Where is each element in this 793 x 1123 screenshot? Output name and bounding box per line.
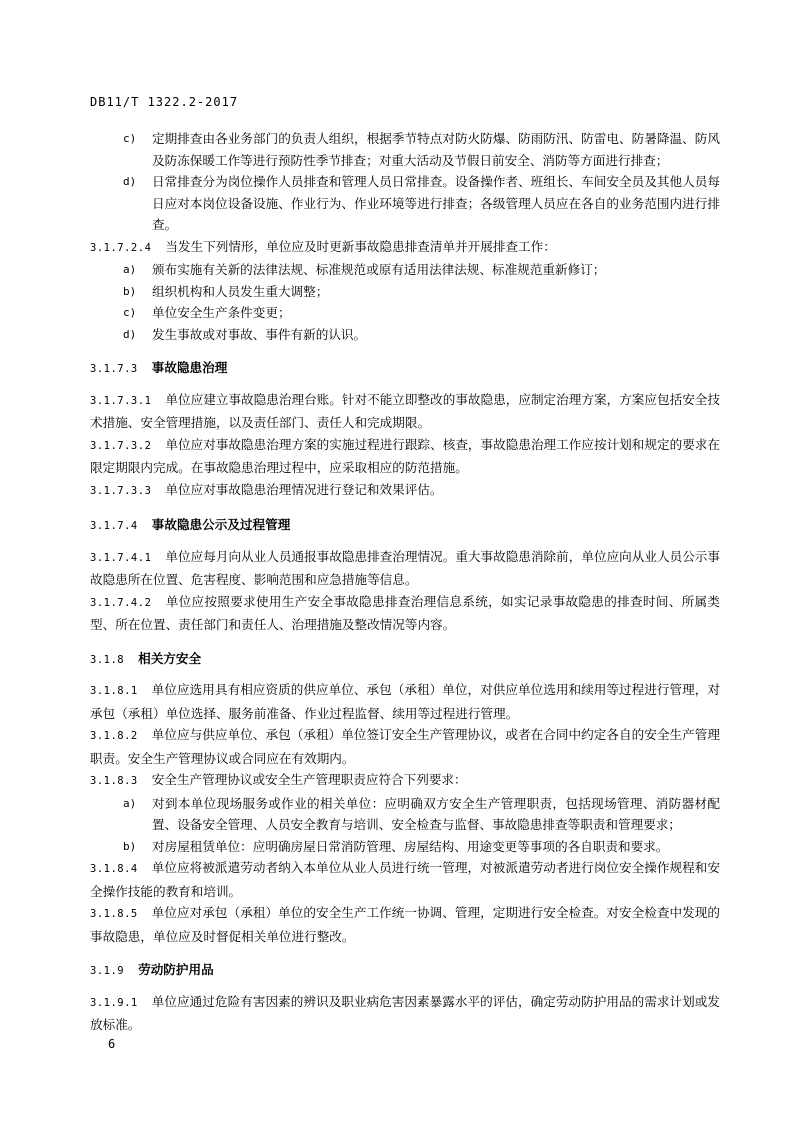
clause-number: 3.1.7.3.3 [90, 484, 152, 497]
list-marker: c) [123, 306, 137, 319]
clause-text: 当发生下列情形，单位应及时更新事故隐患排查清单并开展排查工作： [165, 238, 556, 254]
list-item [90, 281, 720, 303]
document-body [90, 128, 720, 1036]
heading-text: 劳动防护用品 [138, 962, 214, 977]
clause-3-1-8-5 [90, 902, 720, 947]
clause-text: 单位应选用具有相应资质的供应单位、承包（承租）单位，对供应单位选用和续用等过程进行管理，对承包（承租）单位选择、服务前准备、作业过程监督、续用等过程进行管理。 [90, 682, 720, 721]
list-marker: a) [123, 796, 137, 810]
clause-3-1-9-1 [90, 991, 720, 1036]
clause-number: 3.1.7.3.1 [90, 394, 152, 407]
heading-number: 3.1.7.4 [90, 520, 138, 532]
clause-text: 单位应对事故隐患治理方案的实施过程进行跟踪、核查，事故隐患治理工作应按计划和规定的要求在限定期限内完成。在事故隐患治理过程中，应采取相应的防范措施。 [90, 436, 720, 475]
standard-header: DB11/T 1322.2-2017 [90, 95, 239, 109]
heading-number: 3.1.8 [90, 653, 125, 666]
section-heading-3-1-7-3 [90, 357, 720, 381]
clause-3-1-8-3 [90, 769, 720, 793]
clause-number: 3.1.8.3 [90, 775, 138, 787]
clause-3-1-7-4-2 [90, 591, 720, 636]
clause-3-1-7-4-1 [90, 546, 720, 591]
heading-number: 3.1.9 [90, 965, 125, 977]
clause-3-1-7-3-2 [90, 434, 720, 479]
clause-number: 3.1.7.4.1 [90, 551, 152, 564]
clause-3-1-8-4 [90, 857, 720, 902]
clause-number: 3.1.7.4.2 [90, 596, 152, 609]
clause-number: 3.1.8.4 [90, 863, 138, 875]
clause-text: 单位应对事故隐患治理情况进行登记和效果评估。 [165, 481, 443, 497]
clause-number: 3.1.8.2 [90, 730, 138, 742]
list-text: 对房屋租赁单位：应明确房屋日常消防管理、房屋结构、用途变更等事项的各自职责和要求。 [152, 838, 669, 854]
clause-text: 单位应按照要求使用生产安全事故隐患排查治理信息系统，如实记录事故隐患的排查时间、所属类型、所在位置、责任部门和责任人、治理措施及整改情况等内容。 [90, 593, 720, 632]
list-text: 对到本单位现场服务或作业的相关单位：应明确双方安全生产管理职责，包括现场管理、消防器材配置、设备安全管理、人员安全教育与培训、安全检查与监督、事故隐患排查等职责和管理要求； [152, 795, 720, 832]
clause-number: 3.1.8.1 [90, 685, 138, 697]
list-text: 日常排查分为岗位操作人员排查和管理人员日常排查。设备操作者、班组长、车间安全员及其他人员每日应对本岗位设备设施、作业行为、作业环境等进行排查；各级管理人员应在各自的业务范围内进行排查。 [152, 174, 720, 232]
list-marker: b) [123, 839, 137, 853]
list-item [90, 836, 720, 858]
list-item [90, 302, 720, 324]
clause-text: 单位应与供应单位、承包（承租）单位签订安全生产管理协议，或者在合同中约定各自的安全生产管理职责。安全生产管理协议或合同应在有效期内。 [90, 727, 720, 766]
page-number: 6 [108, 1037, 116, 1051]
clause-text: 安全生产管理协议或安全生产管理职责应符合下列要求： [151, 772, 467, 787]
heading-text: 事故隐患公示及过程管理 [151, 517, 291, 532]
list-item-c [90, 128, 720, 171]
list-item [90, 259, 720, 281]
clause-3-1-7-2-4 [90, 236, 720, 260]
heading-text: 相关方安全 [138, 650, 202, 666]
list-marker: d) [123, 327, 137, 341]
clause-number: 3.1.9.1 [90, 996, 138, 1009]
list-item-d [90, 171, 720, 236]
heading-text: 事故隐患治理 [151, 360, 228, 375]
clause-3-1-8-1 [90, 679, 720, 724]
clause-text: 单位应每月向从业人员通报事故隐患排查治理情况。重大事故隐患消除前，单位应向从业人员公示事故隐患所在位置、危害程度、影响范围和应急措施等信息。 [90, 548, 720, 587]
clause-3-1-7-3-1 [90, 389, 720, 434]
clause-number: 3.1.7.2.4 [90, 241, 152, 254]
clause-text: 单位应通过危险有害因素的辨识及职业病危害因素暴露水平的评估，确定劳动防护用品的需求计划或发放标准。 [90, 993, 720, 1032]
list-text: 单位安全生产条件变更； [152, 305, 291, 320]
clause-number: 3.1.7.3.2 [90, 439, 152, 452]
clause-3-1-8-2 [90, 724, 720, 769]
section-heading-3-1-9 [90, 959, 720, 983]
list-text: 发生事故或对事故、事件有新的认识。 [152, 326, 367, 342]
list-item [90, 324, 720, 346]
section-heading-3-1-8 [90, 648, 720, 672]
list-marker: a) [123, 263, 137, 276]
list-item [90, 793, 720, 836]
section-heading-3-1-7-4 [90, 514, 720, 538]
list-marker: c) [123, 132, 137, 145]
heading-number: 3.1.7.3 [90, 363, 138, 375]
list-text: 组织机构和人员发生重大调整； [152, 283, 329, 299]
clause-text: 单位应对承包（承租）单位的安全生产工作统一协调、管理，定期进行安全检查。对安全检查中发现的事故隐患，单位应及时督促相关单位进行整改。 [90, 905, 720, 944]
list-text: 定期排查由各业务部门的负责人组织，根据季节特点对防火防爆、防雨防汛、防雷电、防暑降温、防风及防冻保暖工作等进行预防性季节排查；对重大活动及节假日前安全、消防等方面进行排查； [152, 131, 720, 168]
clause-text: 单位应建立事故隐患治理台账。针对不能立即整改的事故隐患，应制定治理方案，方案应包括安全技术措施、安全管理措施，以及责任部门、责任人和完成期限。 [90, 391, 720, 430]
list-marker: b) [123, 284, 137, 298]
clause-text: 单位应将被派遣劳动者纳入本单位从业人员进行统一管理，对被派遣劳动者进行岗位安全操作规程和安全操作技能的教育和培训。 [90, 860, 720, 899]
list-text: 颁布实施有关新的法律法规、标准规范或原有适用法律法规、标准规范重新修订； [152, 262, 606, 277]
clause-3-1-7-3-3 [90, 479, 720, 503]
list-marker: d) [123, 175, 137, 188]
clause-number: 3.1.8.5 [90, 908, 138, 920]
